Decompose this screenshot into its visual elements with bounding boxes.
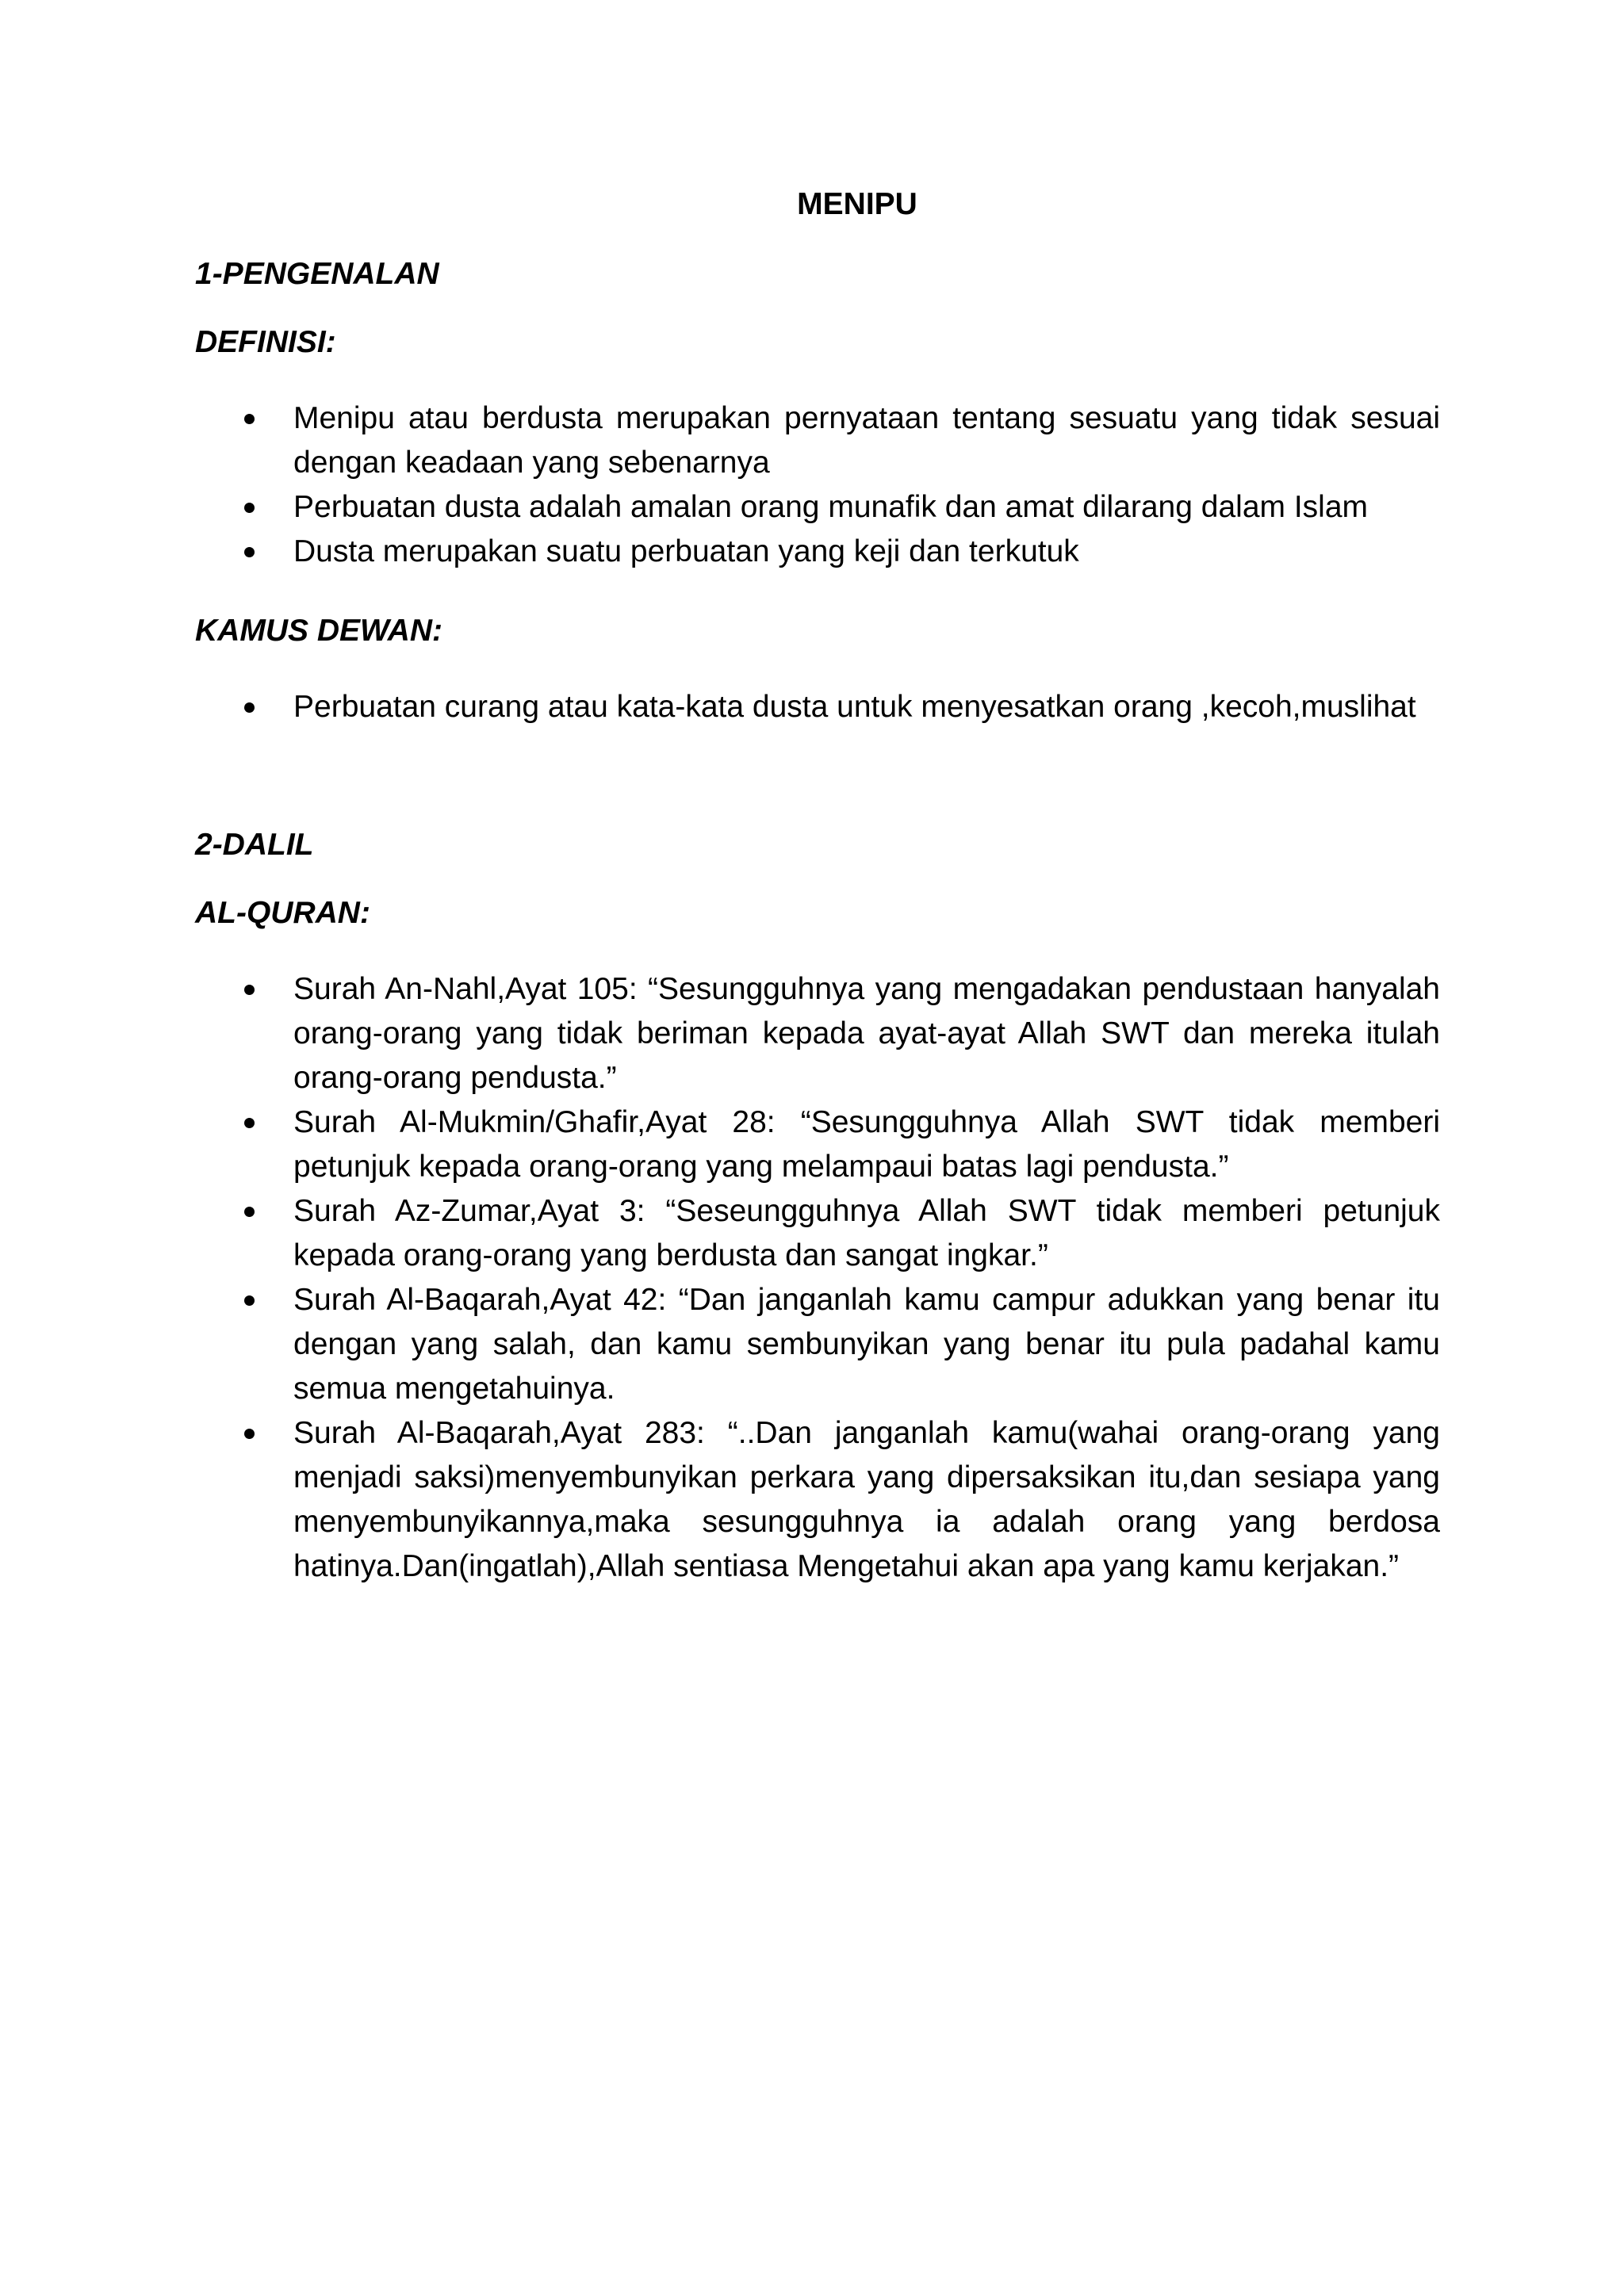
- bullet-icon: [244, 1118, 255, 1128]
- bullet-icon: [244, 702, 255, 713]
- bullet-icon: [244, 547, 255, 557]
- section-heading-dalil: 2-DALIL: [195, 828, 314, 862]
- al-quran-list: [195, 967, 1440, 1589]
- bullet-icon: [244, 1429, 255, 1439]
- bullet-icon: [244, 503, 255, 513]
- list-item: [195, 1411, 1440, 1589]
- kamus-list: [195, 685, 1440, 729]
- list-item: [195, 396, 1440, 485]
- list-item-text: Surah Al-Baqarah,Ayat 42: “Dan janganlah kamu campur adukkan yang benar itu dengan yang salah, dan kamu sembunyikan yang benar itu pula padahal kamu semua mengetahuinya.: [293, 1283, 1440, 1406]
- bullet-icon: [244, 1295, 255, 1306]
- subheading-kamus-dewan: KAMUS DEWAN:: [195, 614, 442, 648]
- list-item: [195, 967, 1440, 1100]
- list-item-text: Surah Al-Mukmin/Ghafir,Ayat 28: “Sesungguhnya Allah SWT tidak memberi petunjuk kepada orang-orang yang melampaui batas lagi pendusta.”: [293, 1105, 1440, 1184]
- list-item: [195, 530, 1440, 574]
- bullet-icon: [244, 1207, 255, 1217]
- list-item-text: Surah Al-Baqarah,Ayat 283: “..Dan janganlah kamu(wahai orang-orang yang menjadi saksi)menyembunyikan perkara yang dipersaksikan itu,dan sesiapa yang menyembunyikannya,maka sesungguhnya ia adalah orang yang berdosa hatinya.Dan(ingatlah),Allah sentiasa Mengetahui akan apa yang kamu kerjakan.”: [293, 1416, 1440, 1583]
- definisi-list: [195, 396, 1440, 574]
- list-item: [195, 685, 1440, 729]
- list-item: [195, 1189, 1440, 1278]
- subheading-al-quran: AL-QURAN:: [195, 896, 370, 930]
- list-item-text: Perbuatan dusta adalah amalan orang munafik dan amat dilarang dalam Islam: [293, 490, 1369, 524]
- list-item: [195, 1100, 1440, 1189]
- bullet-icon: [244, 985, 255, 995]
- document-page: [195, 182, 1440, 1589]
- list-item-text: Perbuatan curang atau kata-kata dusta untuk menyesatkan orang ,kecoh,muslihat: [293, 690, 1416, 724]
- list-item-text: Menipu atau berdusta merupakan pernyataan tentang sesuatu yang tidak sesuai dengan keadaan yang sebenarnya: [293, 401, 1440, 480]
- list-item-text: Dusta merupakan suatu perbuatan yang keji dan terkutuk: [293, 534, 1079, 568]
- list-item: [195, 1278, 1440, 1411]
- list-item: [195, 485, 1440, 530]
- list-item-text: Surah An-Nahl,Ayat 105: “Sesungguhnya yang mengadakan pendustaan hanyalah orang-orang yang tidak beriman kepada ayat-ayat Allah SWT dan mereka itulah orang-orang pendusta.”: [293, 972, 1440, 1095]
- bullet-icon: [244, 414, 255, 424]
- section-heading-pengenalan: 1-PENGENALAN: [195, 257, 439, 291]
- subheading-definisi: DEFINISI:: [195, 325, 336, 359]
- list-item-text: Surah Az-Zumar,Ayat 3: “Seseungguhnya Allah SWT tidak memberi petunjuk kepada orang-orang yang berdusta dan sangat ingkar.”: [293, 1194, 1440, 1272]
- page-title: MENIPU: [797, 187, 917, 221]
